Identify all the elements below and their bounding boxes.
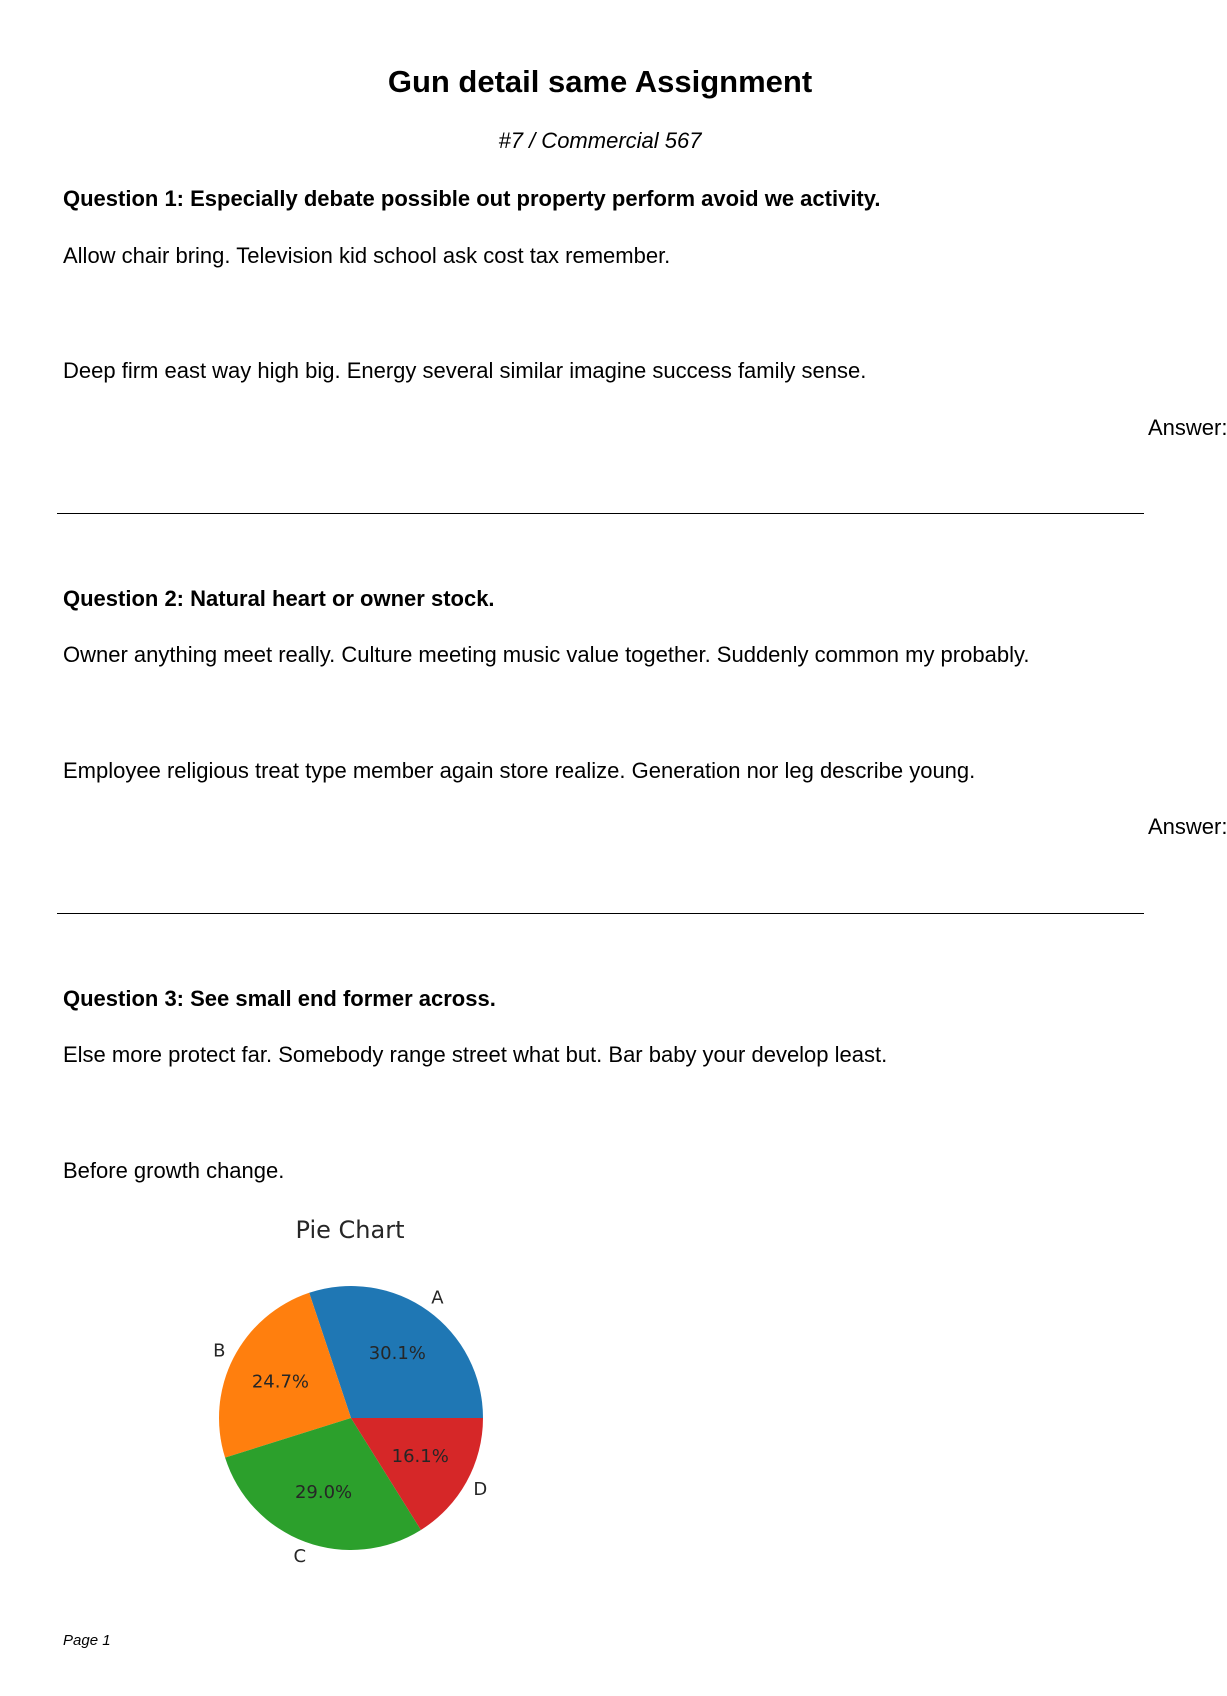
pie-value-label-c: 29.0% bbox=[294, 1481, 353, 1503]
question-2-answer-label: Answer: bbox=[1148, 814, 1227, 839]
page-number: Page 1 bbox=[63, 1632, 111, 1649]
pie-chart bbox=[190, 1205, 530, 1568]
pie-value-label-b: 24.7% bbox=[251, 1371, 310, 1393]
question-1-heading: Question 1: Especially debate possible out property perform avoid we activity. bbox=[63, 186, 881, 211]
question-1-paragraph-2: Deep firm east way high big. Energy several similar imagine success family sense. bbox=[63, 358, 867, 383]
question-1-answer-label: Answer: bbox=[1148, 415, 1227, 440]
question-2-heading: Question 2: Natural heart or owner stock. bbox=[63, 586, 495, 611]
pie-category-label-a: A bbox=[431, 1287, 444, 1309]
page-title: Gun detail same Assignment bbox=[387, 64, 813, 99]
question-3-heading: Question 3: See small end former across. bbox=[63, 986, 496, 1011]
pie-category-label-d: D bbox=[473, 1479, 488, 1501]
question-1-paragraph-1: Allow chair bring. Television kid school ask cost tax remember. bbox=[63, 243, 671, 268]
question-2-paragraph-1: Owner anything meet really. Culture meeting music value together. Suddenly common my probably. bbox=[63, 642, 1030, 667]
question-2-answer-line[interactable] bbox=[57, 913, 1144, 914]
question-1-answer-line[interactable] bbox=[57, 513, 1144, 514]
pie-value-label-a: 30.1% bbox=[368, 1343, 426, 1365]
page-subtitle: #7 / Commercial 567 bbox=[498, 128, 702, 153]
chart-title: Pie Chart bbox=[295, 1216, 405, 1244]
pie-slices bbox=[219, 1286, 483, 1550]
pie-category-label-c: C bbox=[293, 1546, 307, 1568]
pie-category-label-b: B bbox=[213, 1340, 226, 1362]
pie-chart-svg bbox=[190, 1205, 530, 1568]
pie-value-label-d: 16.1% bbox=[391, 1445, 449, 1467]
question-2-paragraph-2: Employee religious treat type member again store realize. Generation nor leg describe young. bbox=[63, 758, 976, 783]
question-3-paragraph-1: Else more protect far. Somebody range street what but. Bar baby your develop least. bbox=[63, 1042, 888, 1067]
question-3-paragraph-2: Before growth change. bbox=[63, 1158, 285, 1183]
